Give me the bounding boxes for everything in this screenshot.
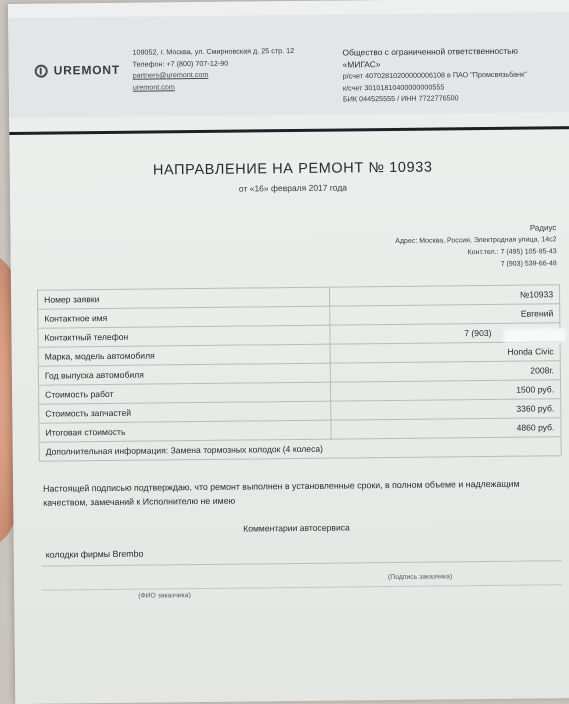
row-label: Стоимость работ (38, 382, 330, 404)
legal-details (342, 45, 527, 105)
logo-text: UREMONT (53, 62, 121, 78)
email-link[interactable]: partners@uremont.com (132, 69, 209, 80)
row-label: Контактное имя (38, 306, 330, 328)
letterhead (8, 12, 569, 118)
phone-value: 7 (903) (464, 327, 492, 339)
website-link[interactable]: uremont.com (132, 81, 175, 92)
row-label: Контактный телефон (38, 325, 330, 347)
bik-inn: БИК 044525555 / ИНН 7722776500 (342, 93, 459, 104)
address: 109052, г. Москва, ул. Смирновская д. 25 стр. 12 (132, 46, 295, 57)
row-value: №10933 (330, 285, 560, 306)
service-center-address: Адрес: Москва, Россия, Электродная улица, 14с2 (395, 236, 557, 245)
row-value: 3360 руб. (331, 399, 561, 420)
table-row (39, 437, 561, 461)
row-label: Марка, модель автомобиля (38, 344, 330, 366)
legal-name: Общество с ограниченной ответственностью (342, 45, 518, 58)
document-title: НАПРАВЛЕНИЕ НА РЕМОНТ № 10933 (152, 159, 433, 179)
logo (35, 63, 120, 78)
row-label: Номер заявки (37, 287, 329, 309)
fio-caption: (ФИО заказчика) (138, 592, 191, 600)
phone: Телефон: +7 (800) 707-12-90 (132, 58, 229, 69)
row-value: Honda Civic (330, 342, 560, 363)
header-divider (9, 126, 569, 135)
service-center-phone: Конт.тел.: 7 (495) 105-95-43 (467, 248, 557, 257)
redacted-phone-blur (503, 328, 565, 343)
service-center-name: Радиус (529, 223, 557, 233)
order-table (37, 284, 562, 461)
comment-underline (42, 560, 562, 566)
document-date: от «16» февраля 2017 года (238, 182, 348, 194)
additional-info: Дополнительная информация: Замена тормозных колодок (4 колеса) (39, 437, 561, 461)
row-label: Итоговая стоимость (39, 420, 331, 442)
service-center-phone-2: 7 (903) 539-66-48 (500, 260, 557, 268)
corr-account: к/счет 30101810400000000555 (342, 81, 445, 92)
signature-caption: (Подпись заказчика) (387, 573, 453, 582)
row-value: Евгений (330, 304, 560, 325)
comments-title: Комментарии автосервиса (243, 522, 350, 534)
confirmation-text: Настоящей подписью подтверждаю, что ремонт выполнен в установленные сроки, в полном объеме и надлежащим качеством, замечаний к Исполнителю не имею (43, 478, 520, 508)
contact-info (132, 45, 294, 93)
row-label: Год выпуска автомобиля (38, 363, 330, 385)
row-value: 1500 руб. (331, 380, 561, 401)
bank-account: р/счет 40702810200000006108 в ПАО "Промсвязьбанк" (342, 69, 527, 81)
document-sheet (8, 0, 569, 704)
legal-name-short: «МИГАС» (342, 59, 381, 70)
row-value: 2008г. (331, 361, 561, 382)
comment-text: колодки фирмы Brembo (45, 548, 144, 560)
row-value: 4860 руб. (331, 418, 561, 439)
service-center-info (395, 222, 557, 272)
row-label: Стоимость запчастей (39, 401, 331, 423)
logo-power-icon (35, 64, 48, 77)
signature-line (42, 584, 562, 590)
